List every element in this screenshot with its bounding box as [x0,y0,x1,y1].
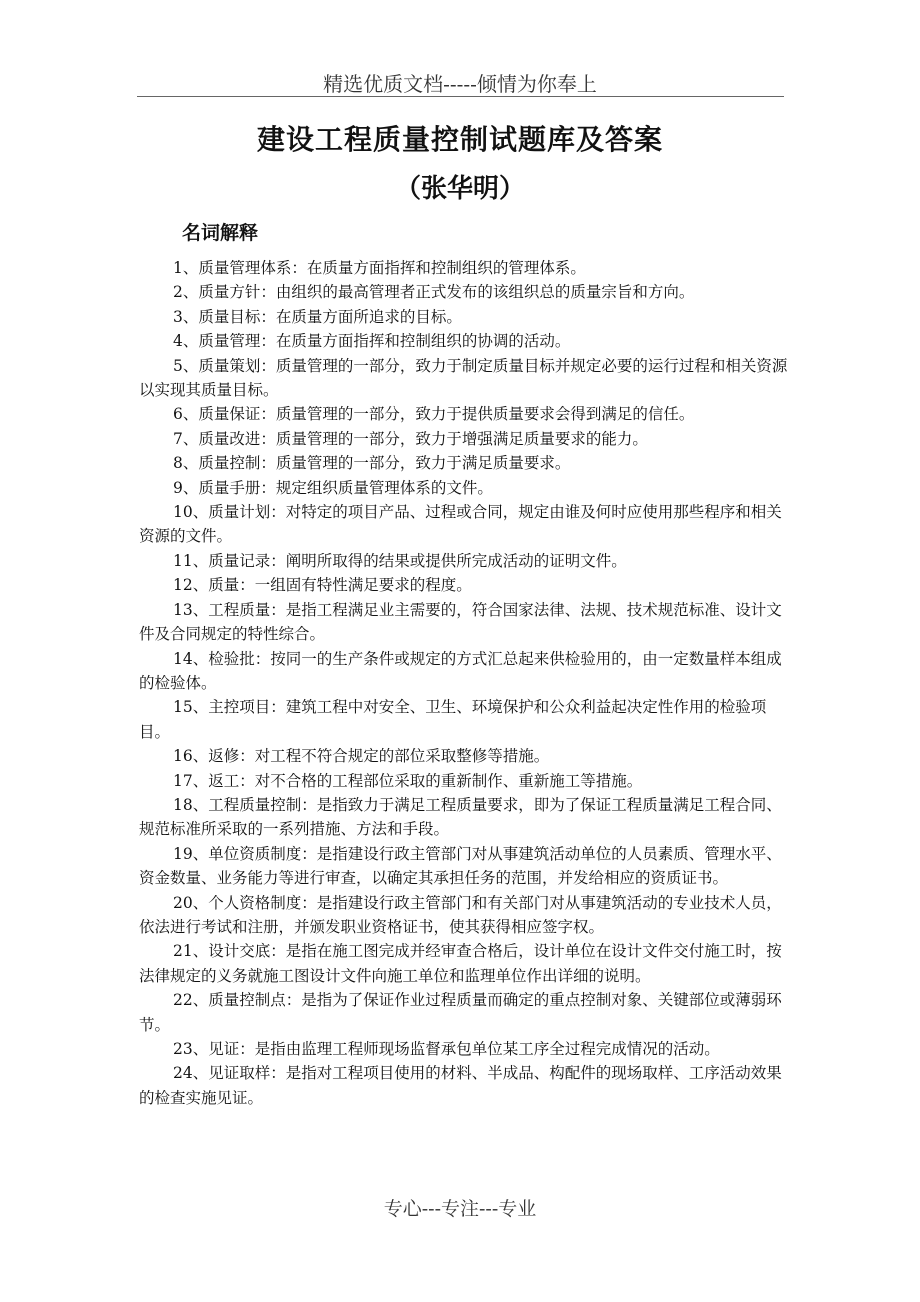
term-item: 23、见证：是指由监理工程师现场监督承包单位某工序全过程完成情况的活动。 [173,1040,720,1058]
term-item: 11、质量记录：阐明所取得的结果或提供所完成活动的证明文件。 [173,551,627,570]
term-item: 16、返修：对工程不符合规定的部位采取整修等措施。 [173,747,550,766]
page-header: 精选优质文档-----倾情为你奉上 [323,72,597,96]
term-item: 18、工程质量控制：是指致力于满足工程质量要求，即为了保证工程质量满足工程合同、规范标准所采取的一系列措施、方法和手段。 [139,795,782,839]
term-list [139,256,791,1110]
term-item: 17、返工：对不合格的工程部位采取的重新制作、重新施工等措施。 [173,771,643,790]
document-author: （张华明） [394,174,525,204]
term-item: 15、主控项目：建筑工程中对安全、卫生、环境保护和公众利益起决定性作用的检验项目。 [139,698,767,741]
term-item: 19、单位资质制度：是指建设行政主管部门对从事建筑活动单位的人员素质、管理水平、资金数量、业务能力等进行审查，以确定其承担任务的范围，并发给相应的资质证书。 [139,844,782,888]
term-item: 12、质量：一组固有特性满足要求的程度。 [173,576,472,595]
term-item: 20、个人资格制度：是指建设行政主管部门和有关部门对从事建筑活动的专业技术人员，依法进行考试和注册，并颁发职业资格证书，使其获得相应签字权。 [139,893,782,936]
term-item: 4、质量管理：在质量方面指挥和控制组织的协调的活动。 [173,332,571,351]
term-item: 5、质量策划：质量管理的一部分，致力于制定质量目标并规定必要的运行过程和相关资源以实现其质量目标。 [139,356,788,400]
document-title: 建设工程质量控制试题库及答案 [256,123,663,156]
page-footer: 专心---专注---专业 [383,1198,537,1220]
header-divider [137,96,784,97]
term-item: 13、工程质量：是指工程满足业主需要的，符合国家法律、法规、技术规范标准、设计文件及合同规定的特性综合。 [139,600,782,644]
term-item: 24、见证取样：是指对工程项目使用的材料、半成品、构配件的现场取样、工序活动效果的检查实施见证。 [139,1064,782,1107]
section-heading: 名词解释 [182,222,259,244]
term-item: 21、设计交底：是指在施工图完成并经审查合格后，设计单位在设计文件交付施工时，按法律规定的义务就施工图设计文件向施工单位和监理单位作出详细的说明。 [139,942,782,985]
term-item: 6、质量保证：质量管理的一部分，致力于提供质量要求会得到满足的信任。 [173,405,695,424]
term-item: 7、质量改进：质量管理的一部分，致力于增强满足质量要求的能力。 [173,429,648,448]
term-item: 9、质量手册：规定组织质量管理体系的文件。 [173,478,493,497]
term-item: 3、质量目标：在质量方面所追求的目标。 [173,307,462,326]
term-item: 22、质量控制点：是指为了保证作业过程质量而确定的重点控制对象、关键部位或薄弱环节。 [139,991,782,1034]
term-item: 1、质量管理体系：在质量方面指挥和控制组织的管理体系。 [173,259,586,277]
term-item: 14、检验批：按同一的生产条件或规定的方式汇总起来供检验用的，由一定数量样本组成的检验体。 [139,649,782,692]
term-item: 8、质量控制：质量管理的一部分，致力于满足质量要求。 [173,454,571,473]
term-item: 2、质量方针：由组织的最高管理者正式发布的该组织总的质量宗旨和方向。 [173,283,695,302]
term-item: 10、质量计划：对特定的项目产品、过程或合同，规定由谁及何时应使用那些程序和相关资源的文件。 [139,503,782,546]
